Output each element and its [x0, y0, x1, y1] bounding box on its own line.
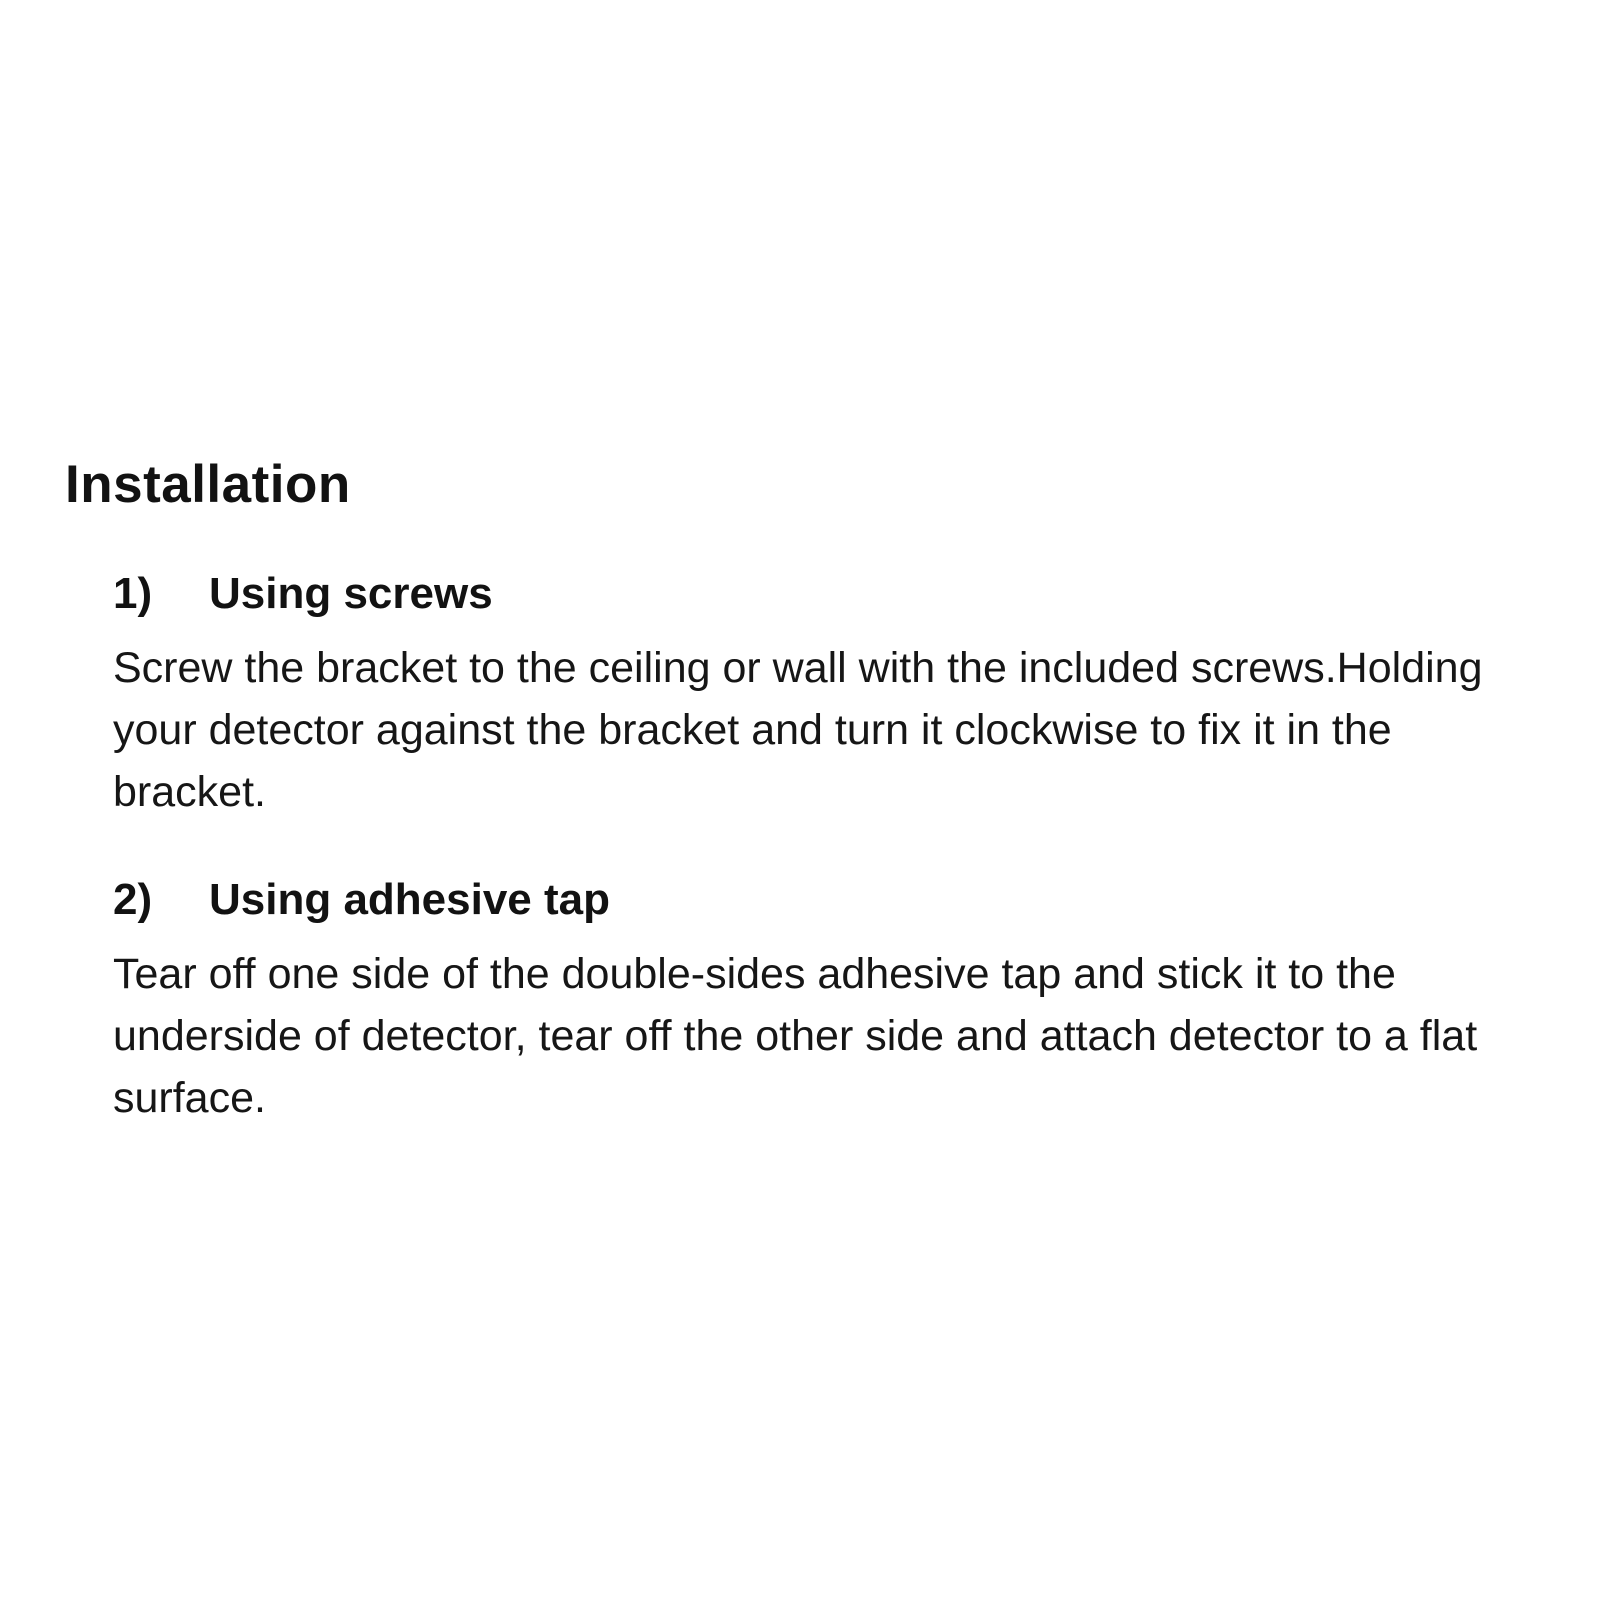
section-body-text: Screw the bracket to the ceiling or wall with the included screws.Holding your detector against the bracket and turn it clockwise to fix it in the bracket. — [113, 643, 1483, 817]
page-title: Installation — [65, 455, 351, 514]
section-heading: Using adhesive tap — [209, 874, 611, 924]
section-number: 1) — [113, 568, 153, 618]
section-body-text: Tear off one side of the double-sides adhesive tap and stick it to the underside of detector, tear off the other side and attach detector to a flat surface. — [113, 949, 1478, 1123]
section-using-adhesive-tap — [113, 874, 1600, 1130]
section-heading: Using screws — [209, 568, 493, 618]
section-using-screws — [113, 568, 1600, 824]
document-content — [65, 455, 1600, 1130]
section-heading-row — [113, 568, 1600, 621]
section-heading-row — [113, 874, 1600, 927]
section-number: 2) — [113, 874, 153, 924]
